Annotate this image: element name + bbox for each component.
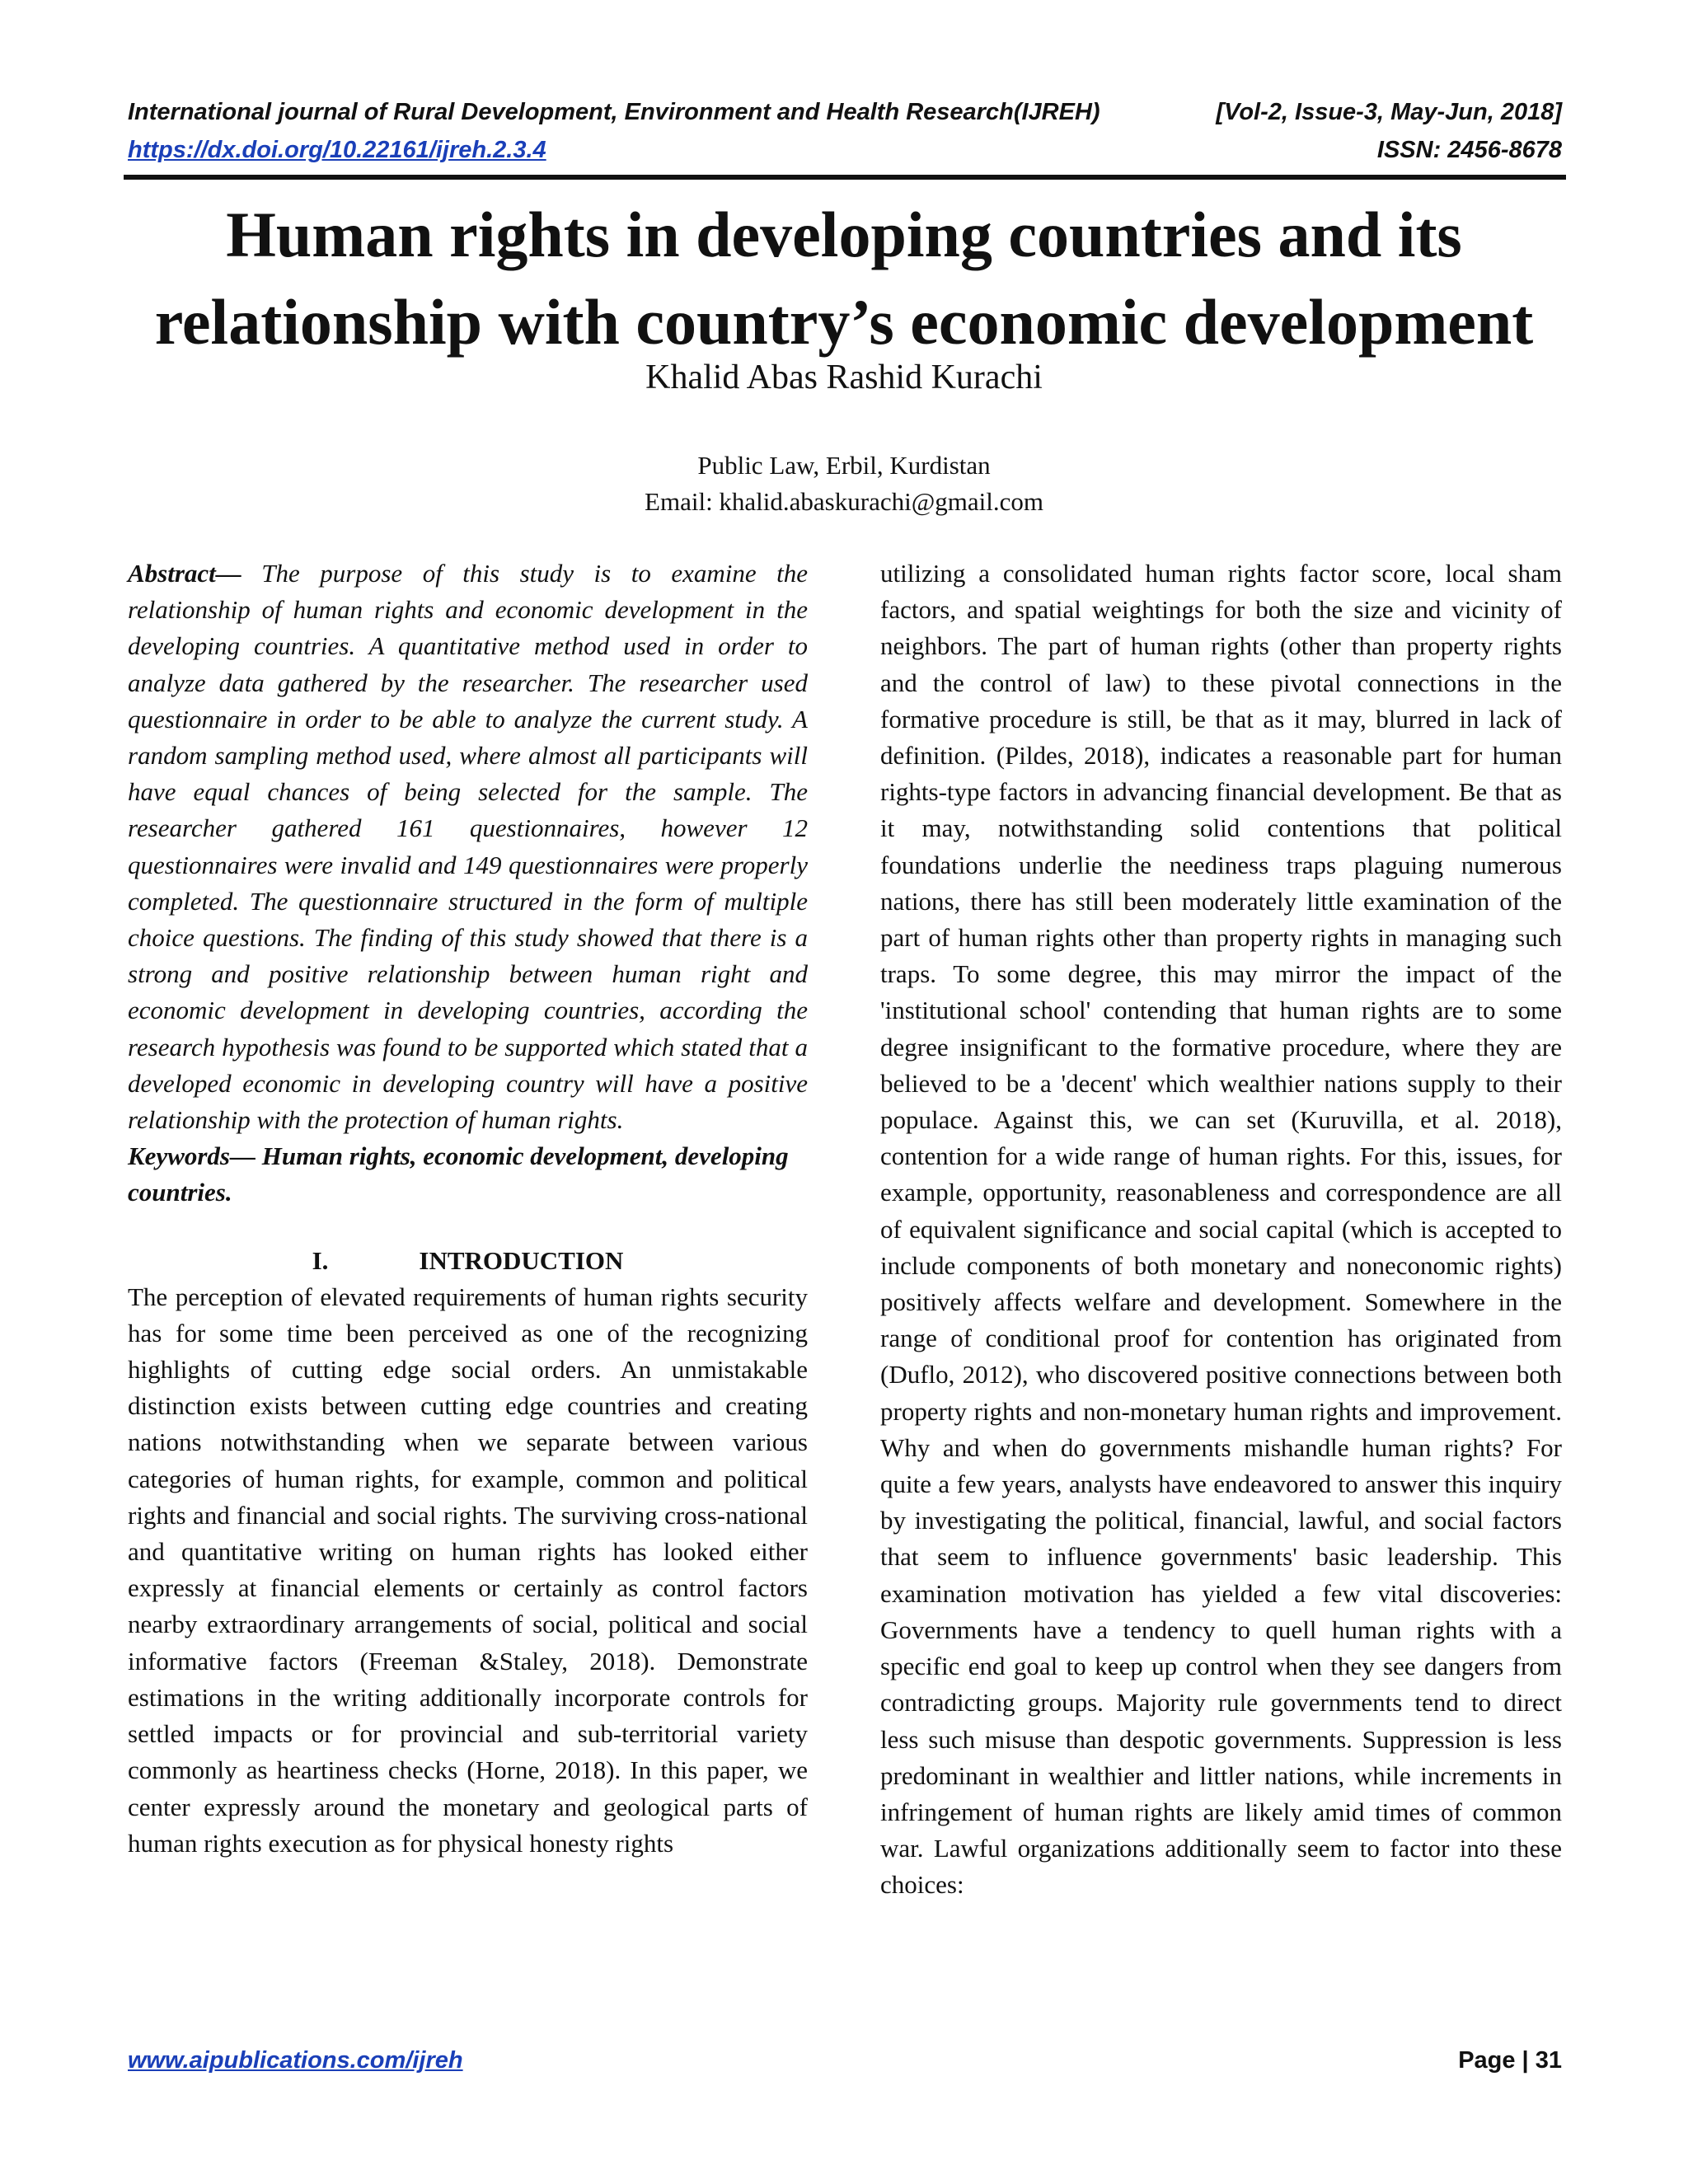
email: Email: khalid.abaskurachi@gmail.com	[645, 487, 1043, 516]
paper-title	[82, 191, 1606, 366]
abstract-text: The purpose of this study is to examine the relationship of human rights and economic development in the developing countries. A quantitative method used in order to analyze data gathered by the researcher. The researcher used questionnaire in order to be able to analyze the current study. A random sampling method used, where almost all participants will have equal chances of being selected for the sample. The researcher gathered 161 questionnaires, however 12 questionnaires were invalid and 149 questionnaires were properly completed. The questionnaire structured in the form of multiple choice questions. The finding of this study showed that there is a strong and positive relationship between human right and economic development in developing countries, according the research hypothesis was found to be supported which stated that a developed economic in developing country will have a positive relationship with the protection of human rights.	[128, 559, 808, 1135]
abstract-lead: Abstract—	[128, 559, 241, 588]
journal-name: International journal of Rural Development, Environment and Health Research(IJREH)	[128, 99, 1100, 125]
affiliation-block	[82, 448, 1606, 520]
intro-continued-paragraph: utilizing a consolidated human rights factor score, local sham factors, and spatial weightings for both the size and vicinity of neighbors. The part of human rights (other than property rights and the control of law) to these pivotal connections in the formative procedure is still, be that as it may, blurred in lack of definition. (Pildes, 2018), indicates a reasonable part for human rights-type factors in advancing financial development. Be that as it may, notwithstanding solid contentions that political foundations underlie the neediness traps plaguing numerous nations, there has still been moderately little examination of the part of human rights other than property rights in managing such traps. To some degree, this may mirror the impact of the 'institutional school' contending that human rights are to some degree insignificant to the formative procedure, where they are believed to be a 'decent' which wealthier nations supply to their populace. Against this, we can set (Kuruvilla, et al. 2018), contention for a wide range of human rights. For this, issues, for example, opportunity, reasonableness and correspondence are all of equivalent significance and social capital (which is accepted to include components of both monetary and noneconomic rights) positively affects welfare and development. Somewhere in the range of conditional proof for contention has originated from (Duflo, 2012), who discovered positive connections between both property rights and non-monetary human rights and improvement. Why and when do governments mishandle human rights? For quite a few years, analysts have endeavored to answer this inquiry by investigating the political, financial, lawful, and social factors that seem to influence governments' basic leadership. This examination motivation has yielded a few vital discoveries: Governments have a tendency to quell human rights with a specific end goal to keep up control when they see dangers from contradicting groups. Majority rule governments tend to direct less such misuse than despotic governments. Suppression is less predominant in wealthier and littler nations, while increments in infringement of human rights are likely amid times of common war. Lawful organizations additionally seem to factor into these choices:	[880, 559, 1562, 1900]
section-number: I.	[312, 1245, 329, 1275]
section-heading	[128, 1243, 808, 1279]
abstract	[128, 555, 808, 1138]
running-header-top	[128, 99, 1562, 132]
doi-link[interactable]: https://dx.doi.org/10.22161/ijreh.2.3.4	[128, 137, 546, 163]
running-header-bottom	[128, 137, 1562, 170]
right-column	[880, 555, 1562, 1904]
keywords: Keywords— Human rights, economic development, developing countries.	[128, 1141, 789, 1207]
website-link[interactable]: www.aipublications.com/ijreh	[128, 2047, 463, 2074]
title-line-2: relationship with country’s economic development	[154, 286, 1534, 358]
section-title: INTRODUCTION	[419, 1245, 624, 1275]
intro-paragraph: The perception of elevated requirements of human rights security has for some time been perceived as one of the recognizing highlights of cutting edge social orders. An unmistakable distinction exists between cutting edge countries and creating nations notwithstanding when we separate between various categories of human rights, for example, common and political rights and financial and social rights. The surviving cross-national and quantitative writing on human rights has looked either expressly at financial elements or certainly as control factors nearby extraordinary arrangements of social, political and social informative factors (Freeman &Staley, 2018). Demonstrate estimations in the writing additionally incorporate controls for settled impacts or for provincial and sub-territorial variety commonly as heartiness checks (Horne, 2018). In this paper, we center expressly around the monetary and geological parts of human rights execution as for physical honesty rights	[128, 1282, 808, 1858]
header-rule	[124, 175, 1566, 180]
left-column	[128, 555, 808, 1862]
title-line-1: Human rights in developing countries and its	[226, 199, 1462, 270]
author-name: Khalid Abas Rashid Kurachi	[645, 359, 1043, 396]
page-number: Page | 31	[1458, 2047, 1562, 2074]
issn: ISSN: 2456-8678	[1376, 137, 1562, 163]
affiliation: Public Law, Erbil, Kurdistan	[697, 451, 991, 480]
volume-issue: [Vol-2, Issue-3, May-Jun, 2018]	[1216, 99, 1562, 125]
